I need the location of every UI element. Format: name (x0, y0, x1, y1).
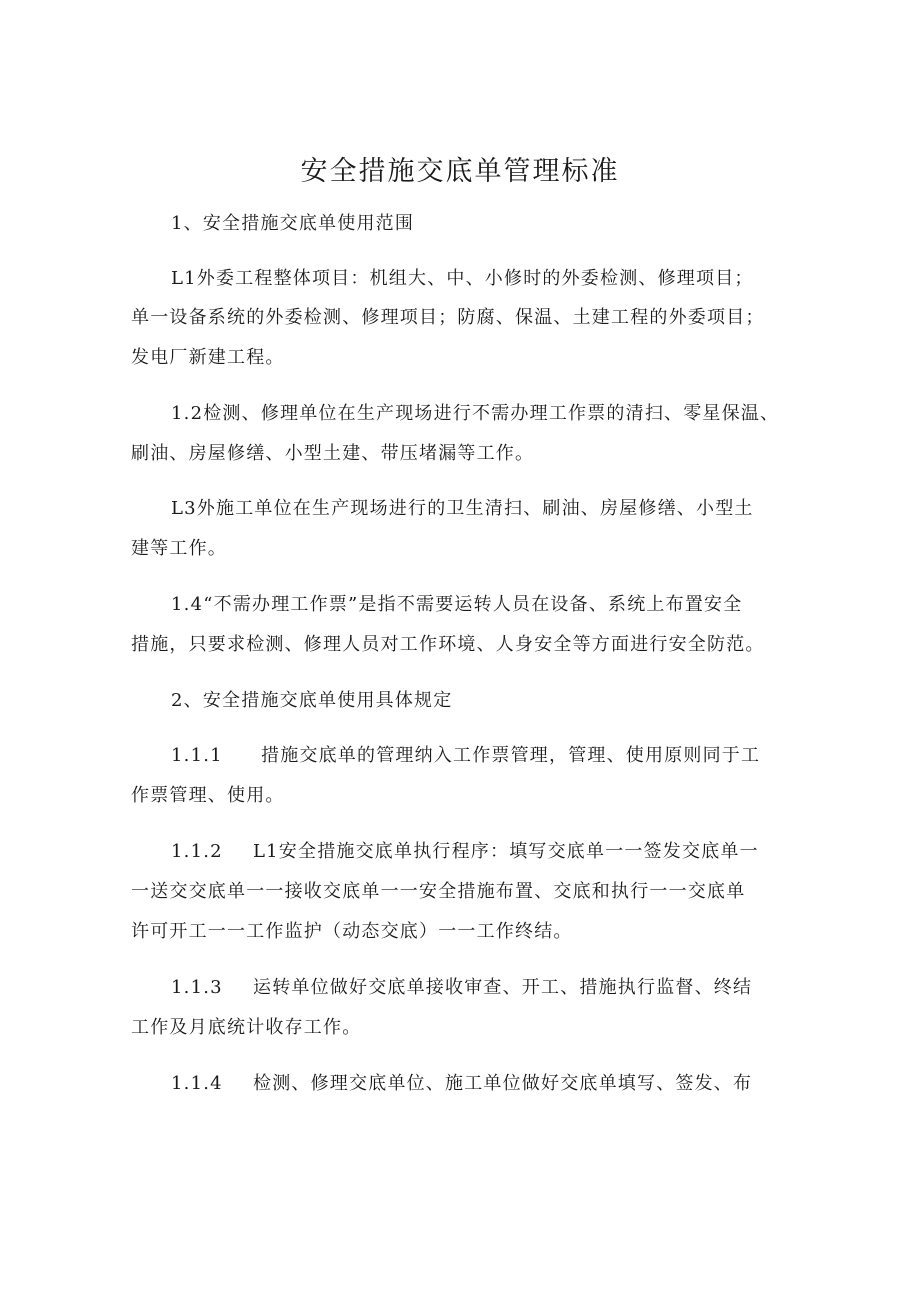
paragraph-line: 1.2检测、修理单位在生产现场进行不需办理工作票的清扫、零星保温、 (171, 403, 780, 424)
clause-number: 1.1.2 (171, 841, 223, 862)
paragraph-line: 许可开工一一工作监护（动态交底）一一工作终结。 (131, 921, 573, 942)
paragraph-line: 一送交交底单一一接收交底单一一安全措施布置、交底和执行一一交底单 (131, 881, 746, 902)
paragraph-line: L3外施工单位在生产现场进行的卫生清扫、刷油、房屋修缮、小型土 (171, 498, 754, 519)
paragraph-line (171, 1071, 752, 1097)
paragraph-line (171, 975, 752, 1001)
section-heading: 1、安全措施交底单使用范围 (171, 213, 415, 234)
page-title: 安全措施交底单管理标准 (300, 156, 620, 187)
paragraph-line: 发电厂新建工程。 (131, 347, 285, 368)
clause-text: 运转单位做好交底单接收审查、开工、措施执行监督、终结 (253, 977, 753, 998)
paragraph-line: 单一设备系统的外委检测、修理项目；防腐、保温、土建工程的外委项目； (131, 307, 765, 328)
clause-text: 措施交底单的管理纳入工作票管理，管理、使用原则同于工 (261, 745, 761, 766)
clause-number: 1.1.4 (171, 1073, 223, 1094)
paragraph-line: 工作及月底统计收存工作。 (131, 1017, 362, 1038)
paragraph-line: 1.4“不需办理工作票”是指不需要运转人员在设备、系统上布置安全 (171, 594, 743, 615)
paragraph-line (171, 839, 759, 865)
paragraph-line (171, 743, 760, 769)
paragraph-line: 建等工作。 (131, 538, 227, 559)
section-heading: 2、安全措施交底单使用具体规定 (171, 690, 453, 711)
clause-number: 1.1.1 (171, 745, 223, 766)
clause-number: 1.1.3 (171, 977, 223, 998)
paragraph-line: 刷油、房屋修缮、小型土建、带压堵漏等工作。 (131, 443, 535, 464)
clause-text: 检测、修理交底单位、施工单位做好交底单填写、签发、布 (253, 1073, 753, 1094)
paragraph-line: 措施，只要求检测、修理人员对工作环境、人身安全等方面进行安全防范。 (131, 634, 765, 655)
clause-text: L1安全措施交底单执行程序：填写交底单一一签发交底单一 (253, 841, 759, 862)
paragraph-line: L1外委工程整体项目：机组大、中、小修时的外委检测、修理项目； (171, 268, 754, 289)
paragraph-line: 作票管理、使用。 (131, 785, 285, 806)
